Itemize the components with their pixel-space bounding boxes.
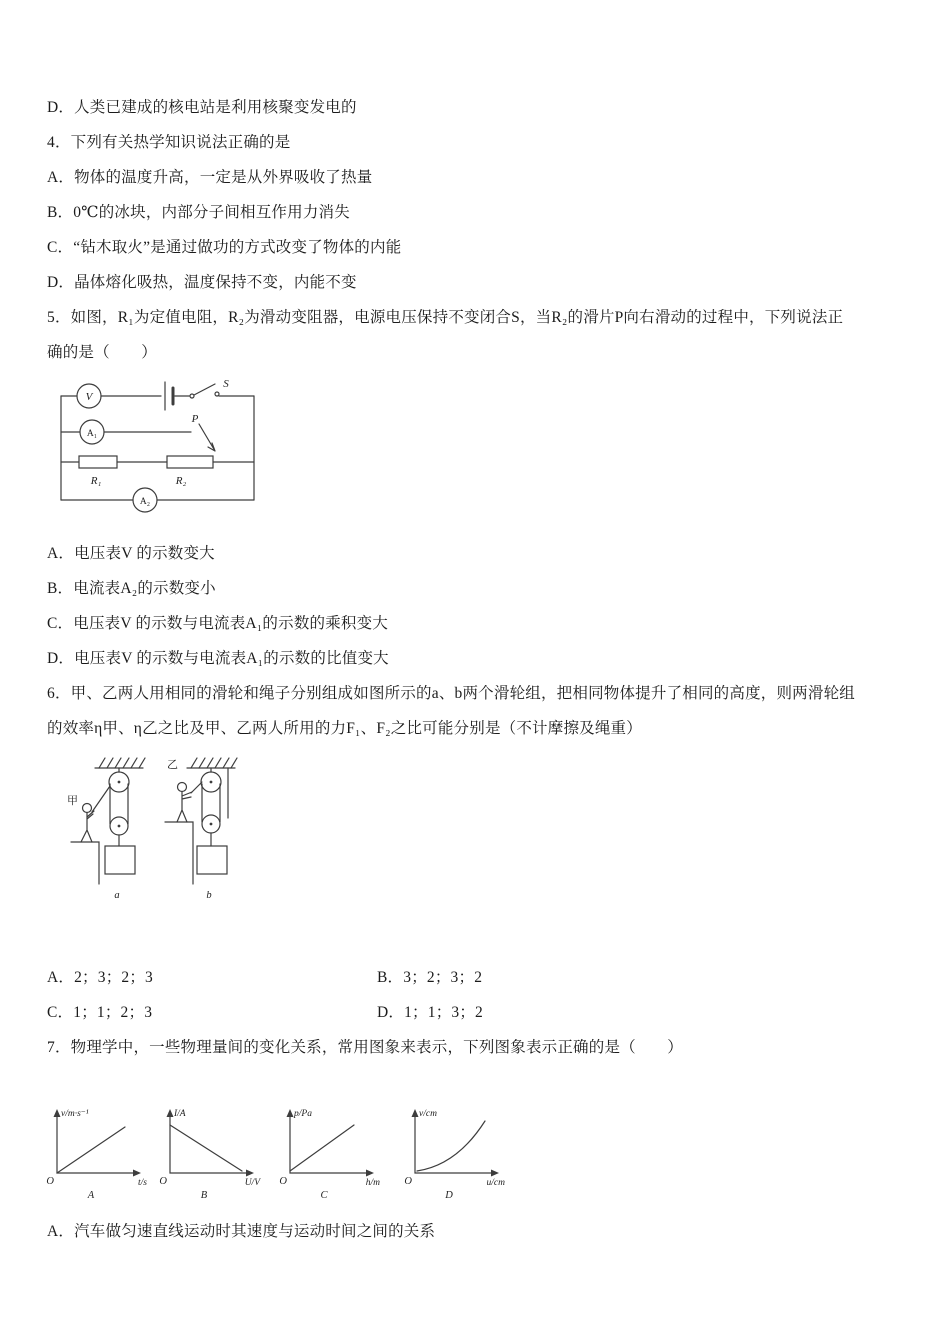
person-a-body [81,811,94,842]
q5-option-c: C．电压表V 的示数与电流表A₁的示数的乘积变大 [47,614,389,632]
q6-options-row-2 [47,993,905,1028]
person-a-label: 甲 [67,795,78,807]
rope-a-free-end [92,786,110,812]
y-axis-arrow [287,1109,294,1117]
pulley-a-tag: a [114,890,120,901]
switch-lever [194,384,215,395]
graph-c [270,1101,382,1201]
resistor2-label: R₂ [175,475,187,487]
q5-option-b: B．电流表A₂的示数变小 [47,579,216,597]
origin-label: O [159,1176,167,1187]
resistor2-box [167,456,213,468]
y-axis-label: v/cm [419,1109,437,1119]
origin-label: O [404,1176,412,1187]
q4-option-c: C．“钻木取火”是通过做功的方式改变了物体的内能 [47,238,402,256]
x-axis-arrow [133,1170,141,1177]
platform-a [71,842,99,884]
q6-option-c: C．1；1；2；3 [47,1003,153,1021]
q6-stem-line1: 6．甲、乙两人用相同的滑轮和绳子分别组成如图所示的a、b两个滑轮组，把相同物体提升了相同的高度，则两滑轮组 [47,684,855,702]
ammeter1-label: A₁ [86,429,98,439]
y-axis-arrow [54,1109,61,1117]
q6-option-b: B．3；2；3；2 [377,968,483,986]
pulley-axle [210,823,213,826]
platform-b [165,822,193,884]
q3-option-d: D．人类已建成的核电站是利用核聚变发电的 [47,98,357,116]
pulley-b-tag: b [206,890,212,901]
origin-label: O [279,1176,287,1187]
q4-stem: 4．下列有关热学知识说法正确的是 [47,133,291,151]
resistor1-label: R₁ [90,475,102,487]
person-b-head [178,783,187,792]
weight-a [105,846,135,874]
origin-label: O [46,1176,54,1187]
weight-b [197,846,227,874]
y-axis-label: v/m·s⁻¹ [61,1109,89,1119]
graph-b-line [170,1125,242,1171]
rope-b [202,768,228,822]
resistor1-box [79,456,117,468]
q5-option-a: A．电压表V 的示数变大 [47,544,215,562]
x-axis-arrow [246,1170,254,1177]
graph-tag: A [87,1190,95,1201]
y-axis-arrow [412,1109,419,1117]
graph-d-curve [417,1121,485,1171]
voltmeter-label: V [85,391,93,403]
q7-option-a: A．汽车做匀速直线运动时其速度与运动时间之间的关系 [47,1222,436,1240]
graph-b [150,1101,262,1201]
q6-stem-line2: 的效率η甲、η乙之比及甲、乙两人所用的力F₁、F₂之比可能分别是（不计摩擦及绳重） [47,719,642,737]
x-axis-arrow [366,1170,374,1177]
pulley-axle [118,825,121,828]
pulley-diagram [59,752,269,944]
circuit-diagram [49,374,284,522]
q5-circuit-figure [47,374,905,534]
y-axis-label: I/A [174,1109,186,1119]
pulley-axle [118,781,121,784]
switch-label: S [223,378,229,390]
rope-b-free-end [191,782,202,793]
person-b-label: 乙 [167,759,178,771]
q7-graphs-figure [37,1063,905,1212]
graph-c-line [290,1125,354,1171]
graph-tag: B [200,1190,208,1201]
pulley-wires [71,758,237,884]
y-axis-arrow [167,1109,174,1117]
x-axis-label: t/s [138,1178,147,1188]
slider-label: P [191,413,199,425]
q4-option-b: B．0℃的冰块，内部分子间相互作用力消失 [47,203,350,221]
q6-option-a: A．2；3；2；3 [47,968,153,986]
q6-pulley-figure [47,752,905,958]
x-axis-label: U/V [244,1178,260,1188]
q6-options-row-1 [47,958,905,993]
q5-option-d: D．电压表V 的示数与电流表A₁的示数的比值变大 [47,649,389,667]
person-b-body [177,792,192,822]
y-axis-label: p/Pa [294,1109,312,1119]
q7-stem: 7．物理学中，一些物理量间的变化关系，常用图象来表示，下列图象表示正确的是（ ） [47,1038,683,1056]
q4-option-a: A．物体的温度升高，一定是从外界吸收了热量 [47,168,373,186]
x-axis-label: u/cm [486,1178,505,1188]
graph-a-line [57,1127,125,1173]
pulley-axle [210,781,213,784]
q5-stem-line2: 确的是（ ） [47,343,157,361]
switch-contact [215,392,219,396]
graph-tag: C [320,1190,328,1201]
q4-option-d: D．晶体熔化吸热，温度保持不变，内能不变 [47,273,357,291]
q5-stem-line1: 5．如图，R₁为定值电阻，R₂为滑动变阻器，电源电压保持不变闭合S，当R₂的滑片P向右滑动的过程中，下列说法正 [47,308,844,326]
graph-tag: D [445,1190,453,1201]
x-axis-arrow [491,1170,499,1177]
switch-contact [190,394,194,398]
x-axis-label: h/m [365,1178,380,1188]
person-a-head [83,804,92,813]
graph-d [395,1101,507,1201]
q6-option-d: D．1；1；3；2 [377,1003,483,1021]
graph-a [37,1101,149,1201]
ammeter2-label: A₂ [139,497,151,507]
slider-arrow [199,424,215,451]
